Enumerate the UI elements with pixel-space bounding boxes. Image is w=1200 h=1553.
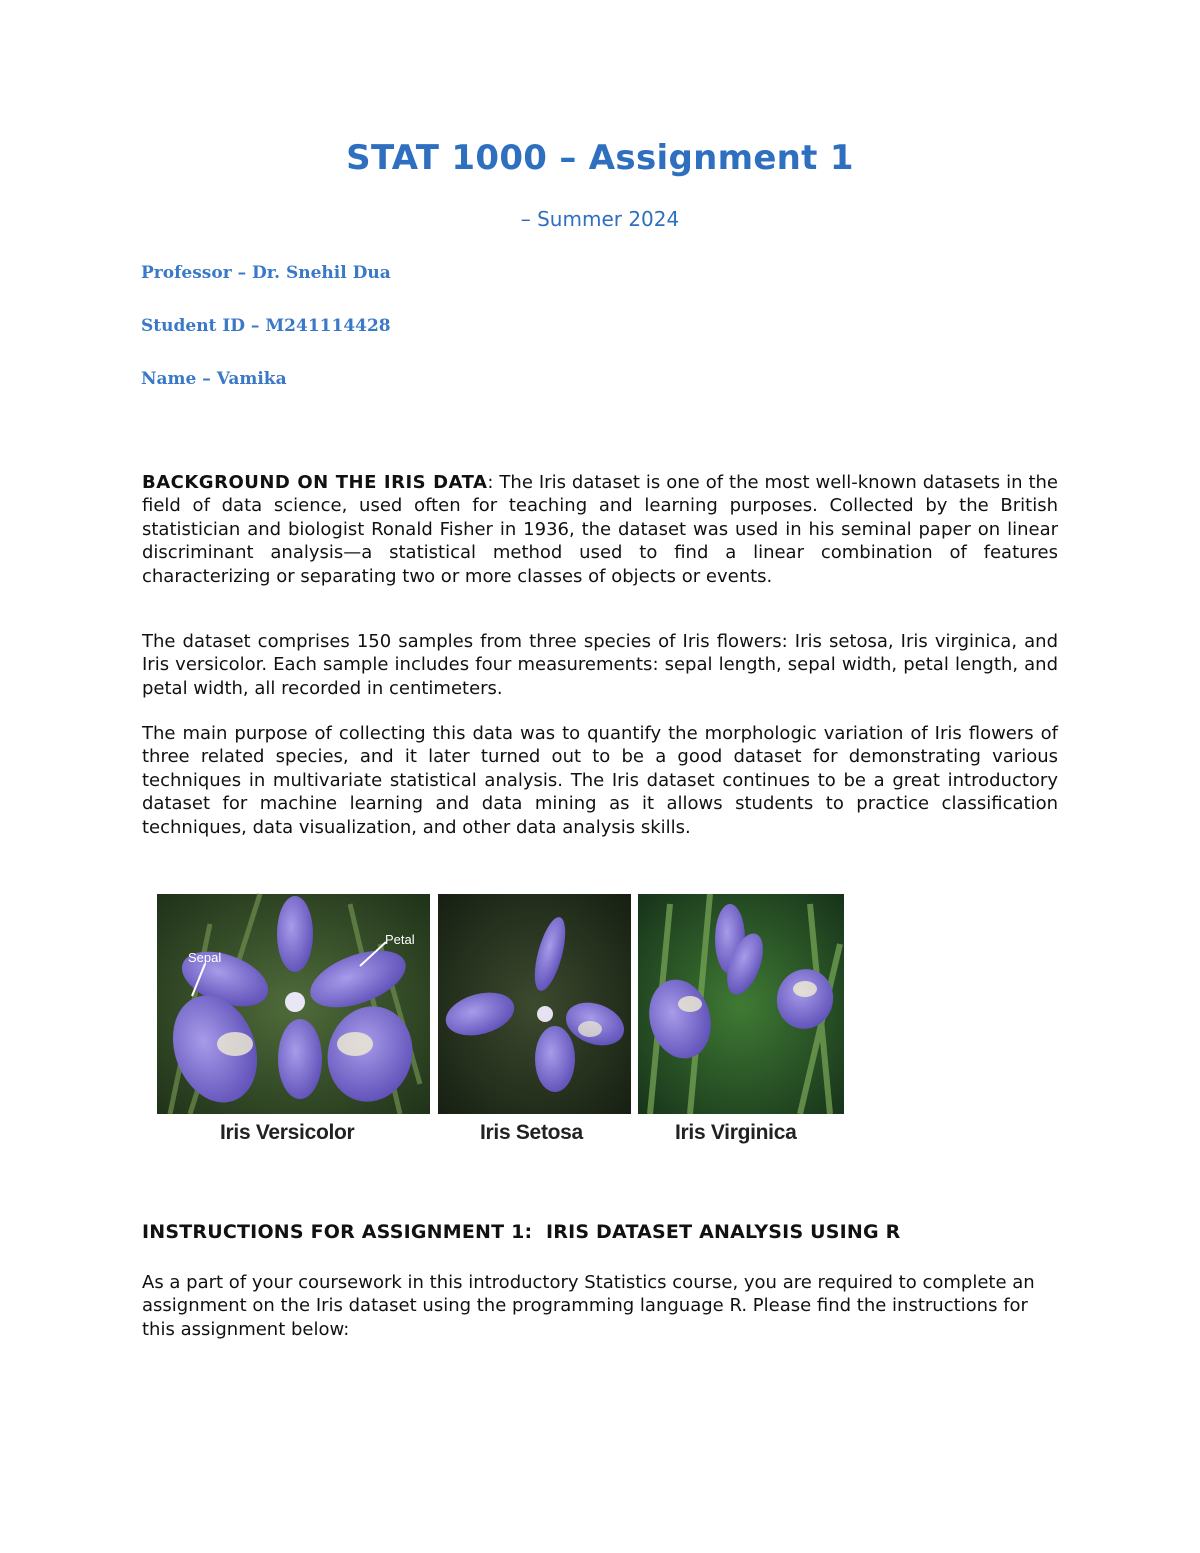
page-subtitle: – Summer 2024 [520, 207, 680, 231]
background-paragraph-1 [142, 471, 1058, 588]
page-title: STAT 1000 – Assignment 1 [346, 138, 854, 178]
background-heading: BACKGROUND ON THE IRIS DATA [142, 472, 488, 493]
instructions-paragraph: As a part of your coursework in this introductory Statistics course, you are required to complete an assignment on the Iris dataset using the programming language R. Please find the instructions for this assignment below: [142, 1272, 1035, 1340]
caption-virginica: Iris Virginica [675, 1121, 797, 1144]
background-paragraph-2: The dataset comprises 150 samples from three species of Iris flowers: Iris setosa, Iris virginica, and Iris versicolor. Each sample includes four measurements: sepal length, sepal width, petal length, and petal width, all recorded in centimeters. [142, 631, 1058, 699]
professor-line: Professor – Dr. Snehil Dua [141, 263, 391, 283]
iris-versicolor-photo [157, 894, 430, 1114]
petal-label: Petal [385, 932, 415, 947]
student-name-line: Name – Vamika [141, 369, 287, 389]
instructions-heading: INSTRUCTIONS FOR ASSIGNMENT 1: IRIS DATASET ANALYSIS USING R [142, 1221, 901, 1243]
background-paragraph-1-text: : The Iris dataset is one of the most well-known datasets in the field of data science, used often for teaching and learning purposes. Collected by the British statistician and biologist Ronald Fisher in 1936, the dataset was used in his seminal paper on linear discriminant analysis—a statistical method used to find a linear combination of features characterizing or separating two or more classes of objects or events. [142, 472, 1058, 587]
student-id-line: Student ID – M241114428 [141, 316, 391, 336]
sepal-label: Sepal [188, 950, 222, 965]
background-paragraph-3: The main purpose of collecting this data was to quantify the morphologic variation of Iris flowers of three related species, and it later turned out to be a good dataset for demonstrating various techniques in multivariate statistical analysis. The Iris dataset continues to be a great introductory dataset for machine learning and data mining as it allows students to practice classification techniques, data visualization, and other data analysis skills. [142, 723, 1058, 838]
iris-setosa-photo [438, 894, 631, 1114]
iris-species-figure [150, 884, 850, 1154]
caption-setosa: Iris Setosa [480, 1121, 583, 1144]
iris-virginica-photo [638, 894, 844, 1114]
iris-photos [150, 884, 850, 1114]
caption-versicolor: Iris Versicolor [220, 1121, 355, 1144]
